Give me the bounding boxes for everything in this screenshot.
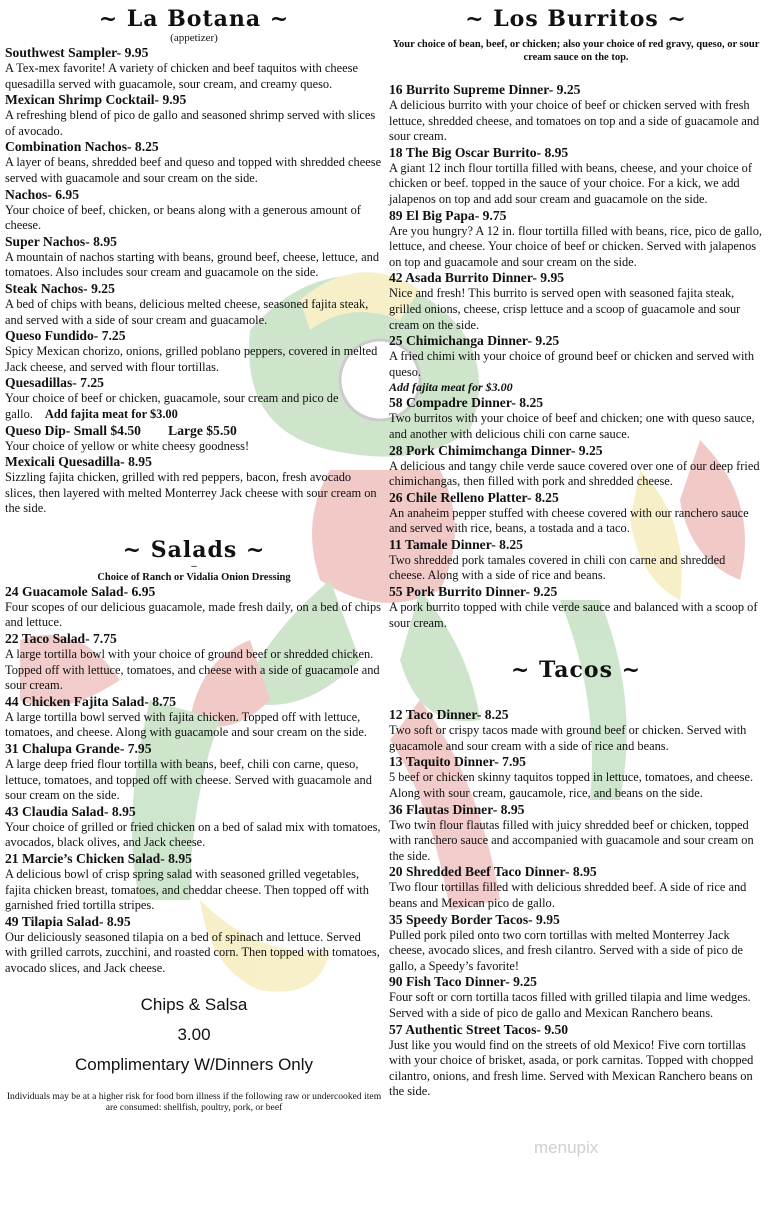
menu-item-description bbox=[5, 710, 383, 741]
menu-item-description bbox=[5, 203, 383, 234]
menu-item-description bbox=[389, 770, 763, 801]
menu-item-name: 55 Pork Burrito Dinner- 9.25 bbox=[389, 584, 558, 600]
section-subtitle-burritos: Your choice of bean, beef, or chicken; also your choice of red gravy, queso, or sour cream sauce on the top. bbox=[392, 39, 760, 63]
menu-item-description-text: Two flour tortillas filled with delicious shredded beef. A side of rice and beans and Mexican pico de gallo. bbox=[389, 880, 747, 910]
menu-item-description bbox=[389, 506, 763, 537]
menu-item-description bbox=[389, 553, 763, 584]
salads-item-list bbox=[5, 584, 383, 977]
menu-item-description-text: A large tortilla bowl with your choice of ground beef or shredded chicken. Topped off with lettuce, tomatoes, and cheese with a side of guacamole and sour cream. bbox=[5, 647, 380, 693]
left-column bbox=[5, 0, 383, 1113]
menu-item-description-text: Your choice of grilled or fried chicken on a bed of salad mix with tomatoes, avocados, black olives, and Jack cheese. bbox=[5, 819, 381, 850]
menu-item-description bbox=[389, 723, 763, 754]
menu-item-description-text: A Tex-mex favorite! A variety of chicken and beef taquitos with cheese quesadilla served with guacamole, sour cream, and creamy queso. bbox=[5, 61, 358, 91]
menu-item-description bbox=[5, 297, 383, 328]
menu-item-description-text: Are you hungry? A 12 in. flour tortilla filled with beans, rice, pico de gallo, lettuce, and cheese. Your choice of beef or chicken. Served with jalapenos on top and guacamole and sour cream on the side. bbox=[389, 223, 763, 269]
menu-item-description bbox=[5, 867, 383, 914]
menu-item-description-text: Your choice of beef or chicken, guacamole, sour cream and pico de gallo. bbox=[5, 391, 339, 421]
food-safety-footnote: Individuals may be at a higher risk for food born illness if the following raw or undercooked item are consumed: shellfish, poultry, pork, or beef bbox=[6, 1090, 382, 1113]
menu-item-description-text: A layer of beans, shredded beef and queso and topped with shredded cheese served with guacamole and sour cream on the side. bbox=[5, 155, 382, 185]
menu-item-description bbox=[389, 880, 763, 911]
menu-item-name: 44 Chicken Fajita Salad- 8.75 bbox=[5, 693, 177, 709]
menu-item-name: 18 The Big Oscar Burrito- 8.95 bbox=[389, 144, 569, 160]
menu-item-name: 24 Guacamole Salad- 6.95 bbox=[5, 583, 156, 599]
menu-item-description bbox=[5, 61, 383, 92]
menu-item-description bbox=[389, 459, 763, 490]
menu-item-name: 11 Tamale Dinner- 8.25 bbox=[389, 536, 523, 552]
chips-salsa-note: Complimentary W/Dinners Only bbox=[74, 1054, 314, 1074]
menu-item-description bbox=[5, 647, 383, 694]
menu-item-description-text: Four scopes of our delicious guacamole, made fresh daily, on a bed of chips and lettuce. bbox=[5, 599, 381, 630]
right-column bbox=[389, 0, 763, 1100]
menu-item-name: Mexicali Quesadilla- 8.95 bbox=[5, 454, 152, 470]
menu-item-description bbox=[389, 928, 763, 975]
section-title-tacos: ~ Tacos ~ bbox=[510, 657, 642, 684]
menu-item-name: 42 Asada Burrito Dinner- 9.95 bbox=[389, 270, 565, 286]
menu-item-name: Southwest Sampler- 9.95 bbox=[5, 45, 149, 60]
menu-item-description-text: A bed of chips with beans, delicious melted cheese, seasoned fajita steak, and served with a side of sour cream and guacamole. bbox=[5, 296, 369, 327]
menu-item-description-text: A delicious bowl of crisp spring salad with seasoned grilled vegetables, fajita chicken breast, tomatoes, and cheddar cheese. Then topped off with garnished fried tortilla stripes. bbox=[5, 867, 369, 913]
menu-item-description-text: Two soft or crispy tacos made with ground beef or chicken. Served with guacamole and sour cream with a side of rice and beans. bbox=[389, 723, 747, 753]
menu-item-name: Queso Fundido- 7.25 bbox=[5, 328, 126, 344]
menu-item-name: 49 Tilapia Salad- 8.95 bbox=[5, 913, 131, 929]
menu-item-description-text: Your choice of beef, chicken, or beans along with a generous amount of cheese. bbox=[5, 202, 361, 233]
chips-salsa-price: 3.00 bbox=[177, 1024, 211, 1044]
menu-item-name: 43 Claudia Salad- 8.95 bbox=[5, 803, 136, 819]
menu-item-name: 21 Marcie’s Chicken Salad- 8.95 bbox=[5, 851, 192, 866]
menu-item-description-text: An anaheim pepper stuffed with cheese covered with our ranchero sauce and served with rice, beans, a tostada and a taco. bbox=[389, 505, 749, 536]
menu-item-description-text: Two twin flour flautas filled with juicy shredded beef or chicken, topped with ranchero sauce and accompanied with guacamole and sour cream on the side. bbox=[389, 817, 754, 863]
menu-item-description bbox=[5, 470, 383, 517]
menu-item-description bbox=[389, 600, 763, 631]
menu-item-description bbox=[5, 820, 383, 851]
menu-item-name: 26 Chile Relleno Platter- 8.25 bbox=[389, 489, 559, 505]
menu-item-description-text: A refreshing blend of pico de gallo and seasoned shrimp served with slices of avocado. bbox=[5, 108, 376, 138]
menu-item-description bbox=[5, 600, 383, 631]
menu-item-description bbox=[389, 1038, 763, 1100]
menupix-watermark: menupix bbox=[534, 1138, 599, 1157]
menu-item-name: 35 Speedy Border Tacos- 9.95 bbox=[389, 911, 560, 927]
section-divider-dash: – bbox=[191, 560, 197, 572]
menu-item-description bbox=[5, 391, 383, 422]
tacos-item-list bbox=[389, 707, 763, 1100]
menu-item-description-text: A large deep fried flour tortilla with beans, beef, chili con carne, queso, lettuce, tomatoes, and topped off with cheese. Served with guacamole and sour cream on the side. bbox=[5, 757, 372, 803]
menu-item-addon: Add fajita meat for $3.00 bbox=[44, 406, 178, 421]
menu-item-name: Steak Nachos- 9.25 bbox=[5, 280, 115, 296]
menu-item-name: 28 Pork Chimimchanga Dinner- 9.25 bbox=[389, 442, 603, 458]
menu-item-description-text: Four soft or corn tortilla tacos filled with grilled tilapia and lime wedges. Served with a side of pico de gallo and Mexican Ranchero beans. bbox=[389, 990, 751, 1020]
menu-item-name: 90 Fish Taco Dinner- 9.25 bbox=[389, 974, 537, 990]
menu-item-name: 57 Authentic Street Tacos- 9.50 bbox=[389, 1021, 569, 1037]
menu-item-description-text: A giant 12 inch flour tortilla filled with beans, cheese, and your choice of chicken or beef. topped in the sauce of your choice. For a kick, we add jalapenos on top and add sour cream and guacamole on the side. bbox=[389, 160, 753, 206]
menu-item-description bbox=[389, 411, 763, 442]
menu-item-addon-note: Add fajita meat for $3.00 bbox=[389, 380, 513, 395]
menu-item-description-text: A delicious and tangy chile verde sauce covered over one of our deep fried chimichangas, then filled with pork and shredded cheese. bbox=[389, 458, 760, 489]
menu-item-description bbox=[389, 818, 763, 865]
menu-item-description bbox=[389, 990, 763, 1021]
menu-item-description-text: Two burritos with your choice of beef and chicken; one with queso sauce, and another with delicious chili con carne sauce. bbox=[389, 411, 755, 441]
menu-item-name: Combination Nachos- 8.25 bbox=[5, 139, 159, 155]
menu-item-description-text: Your choice of yellow or white cheesy goodness! bbox=[5, 438, 250, 453]
menu-item-description bbox=[5, 439, 383, 455]
menu-item-description-text: A pork burrito topped with chile verde sauce and balanced with a scoop of sour cream. bbox=[389, 600, 758, 630]
section-title-botana: ~ La Botana ~ bbox=[98, 6, 290, 32]
menu-item-description bbox=[5, 344, 383, 375]
menu-item-name: 22 Taco Salad- 7.75 bbox=[5, 631, 117, 647]
menu-item-description-text: Spicy Mexican chorizo, onions, grilled poblano peppers, covered in melted Jack cheese, and served with flour tortillas. bbox=[5, 344, 378, 374]
menu-item-name: Quesadillas- 7.25 bbox=[5, 375, 104, 391]
menu-item-description-text: Sizzling fajita chicken, grilled with red peppers, bacon, fresh avocado slices, then layered with melted Monterrey Jack cheese with sour cream on the side. bbox=[5, 470, 377, 516]
menu-item-name: 36 Flautas Dinner- 8.95 bbox=[389, 801, 525, 817]
menu-item-description bbox=[389, 161, 763, 208]
botana-item-list bbox=[5, 45, 383, 517]
menu-item-description bbox=[5, 757, 383, 804]
menu-item-description-text: Two shredded pork tamales covered in chili con carne and shredded cheese. Along with a side of rice and beans. bbox=[389, 552, 726, 583]
menu-item-description bbox=[5, 155, 383, 186]
menu-item-name: 58 Compadre Dinner- 8.25 bbox=[389, 395, 544, 411]
section-title-salads: ~ Salads ~ bbox=[122, 536, 266, 563]
menu-item-description bbox=[5, 930, 383, 977]
menu-item-description bbox=[389, 286, 763, 333]
menu-item-description bbox=[5, 250, 383, 281]
menu-item-description-text: A delicious burrito with your choice of beef or chicken served with fresh lettuce, shredded cheese, and tomatoes on top and a side of guacamole and sour cream. bbox=[389, 98, 760, 144]
menu-item-name: 13 Taquito Dinner- 7.95 bbox=[389, 754, 526, 770]
menu-item-description-text: Nice and fresh! This burrito is served open with seasoned fajita steak, grilled onions, cheese, crisp lettuce and a scoop of guacamole and sour cream on the side. bbox=[389, 286, 741, 332]
menu-item-name: 12 Taco Dinner- 8.25 bbox=[389, 707, 509, 723]
menu-item-name: Nachos- 6.95 bbox=[5, 186, 80, 202]
menu-item-name: 16 Burrito Supreme Dinner- 9.25 bbox=[389, 82, 581, 97]
menu-item-description-text: Our deliciously seasoned tilapia on a bed of spinach and lettuce. Served with grilled carrots, zucchini, and roasted corn. Then topped with tomatoes, avocado slices, and Jack cheese. bbox=[5, 929, 380, 975]
menu-item-description-text: A large tortilla bowl served with fajita chicken. Topped off with lettuce, tomatoes, and cheese. Along with guacamole and sour cream on the side. bbox=[5, 709, 367, 740]
menu-item-name: Mexican Shrimp Cocktail- 9.95 bbox=[5, 92, 187, 108]
menu-item-name: Queso Dip- Small $4.50 Large $5.50 bbox=[5, 422, 237, 438]
menu-item-description-text: A fried chimi with your choice of ground beef or chicken and served with queso. bbox=[389, 349, 755, 379]
menu-item-name: Super Nachos- 8.95 bbox=[5, 233, 117, 249]
menu-item-description bbox=[389, 349, 763, 380]
menu-item-name: 31 Chalupa Grande- 7.95 bbox=[5, 741, 152, 757]
section-subtitle-botana: (appetizer) bbox=[170, 32, 218, 44]
menu-item-description-text: Pulled pork piled onto two corn tortillas with melted Monterrey Jack cheese, avocado slices, and fresh cilantro. Served with a side of pico de gallo, a Speedy’s favorite! bbox=[389, 927, 744, 973]
menu-item-name: 25 Chimichanga Dinner- 9.25 bbox=[389, 333, 560, 349]
menu-item-name: 20 Shredded Beef Taco Dinner- 8.95 bbox=[389, 864, 597, 880]
chips-salsa-title: Chips & Salsa bbox=[140, 994, 248, 1014]
burritos-item-list bbox=[389, 82, 763, 631]
menu-item-description-text: Just like you would find on the streets of old Mexico! Five corn tortillas with your choice of brisket, asada, or pork carnitas. Topped with chopped cilantro, onions, and fresh lime. Served with Mexican Ranchero beans on the side. bbox=[389, 1037, 754, 1099]
menu-item-description-text: 5 beef or chicken skinny taquitos topped in lettuce, tomatoes, and cheese. Along with sour cream, gaucamole, rice, and beans on the side. bbox=[389, 770, 754, 801]
menu-item-description bbox=[5, 108, 383, 139]
section-title-burritos: ~ Los Burritos ~ bbox=[465, 6, 687, 32]
section-subtitle-salads: Choice of Ranch or Vidalia Onion Dressing bbox=[97, 571, 291, 583]
menu-item-description bbox=[389, 224, 763, 271]
menu-item-description bbox=[389, 98, 763, 145]
menu-item-name: 89 El Big Papa- 9.75 bbox=[389, 207, 507, 223]
menu-item-description-text: A mountain of nachos starting with beans, ground beef, cheese, lettuce, and tomatoes. Also includes sour cream and guacamole on the side. bbox=[5, 249, 380, 280]
